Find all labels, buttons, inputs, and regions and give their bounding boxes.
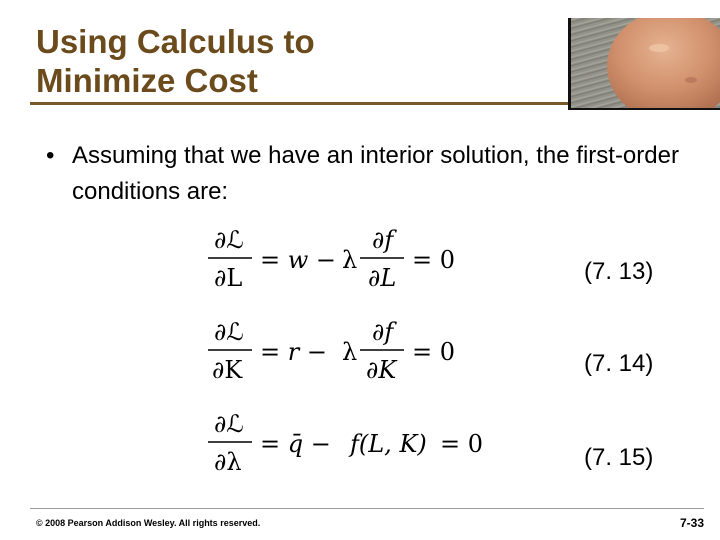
equation-number-7-15: (7. 15) xyxy=(584,444,654,471)
eq2-tail: = 0 xyxy=(412,338,456,366)
bullet-text: Assuming that we have an interior solution, the first-order conditions are: xyxy=(72,142,679,205)
eq3-function: f(L, K) xyxy=(350,430,427,458)
equation-7-13 xyxy=(200,224,500,294)
eq1-tail: = 0 xyxy=(412,246,456,274)
footer-copyright: © 2008 Pearson Addison Wesley. All rights reserved. xyxy=(36,518,261,528)
bullet-point xyxy=(46,138,686,210)
eq1-rhs-term: = w − xyxy=(260,246,337,274)
title-line-2: Minimize Cost xyxy=(36,62,258,99)
eq2-lambda: λ xyxy=(342,338,358,366)
eq3-lhs-numerator: ∂ℒ xyxy=(214,410,244,438)
footer-divider xyxy=(30,508,704,509)
eq2-lhs-numerator: ∂ℒ xyxy=(214,318,244,346)
title-divider xyxy=(30,102,592,105)
eq1-lhs-numerator: ∂ℒ xyxy=(214,226,244,254)
eq1-lhs-denominator: ∂L xyxy=(214,264,243,292)
equation-number-7-14: (7. 14) xyxy=(584,350,654,377)
eq1-lambda: λ xyxy=(342,246,358,274)
equation-7-14 xyxy=(200,316,500,386)
eq1-rhs-numerator: ∂f xyxy=(372,226,394,254)
eq3-tail: = 0 xyxy=(440,430,484,458)
eq3-rhs-term: = q̄ − xyxy=(260,430,331,458)
eq3-lhs-denominator: ∂λ xyxy=(214,448,242,476)
slide-number: 7-33 xyxy=(679,516,704,530)
eq2-rhs-denominator: ∂K xyxy=(366,356,397,384)
bullet-marker: • xyxy=(46,142,55,169)
eq2-rhs-term: = r − xyxy=(260,338,327,366)
eq1-rhs-denominator: ∂L xyxy=(368,264,397,292)
equation-7-15 xyxy=(200,408,500,478)
slide-title xyxy=(36,22,556,100)
title-line-1: Using Calculus to xyxy=(36,23,315,60)
equation-number-7-13: (7. 13) xyxy=(584,258,654,285)
decorative-stone-image xyxy=(568,18,720,110)
eq2-lhs-denominator: ∂K xyxy=(212,356,243,384)
eq2-rhs-numerator: ∂f xyxy=(372,318,394,346)
